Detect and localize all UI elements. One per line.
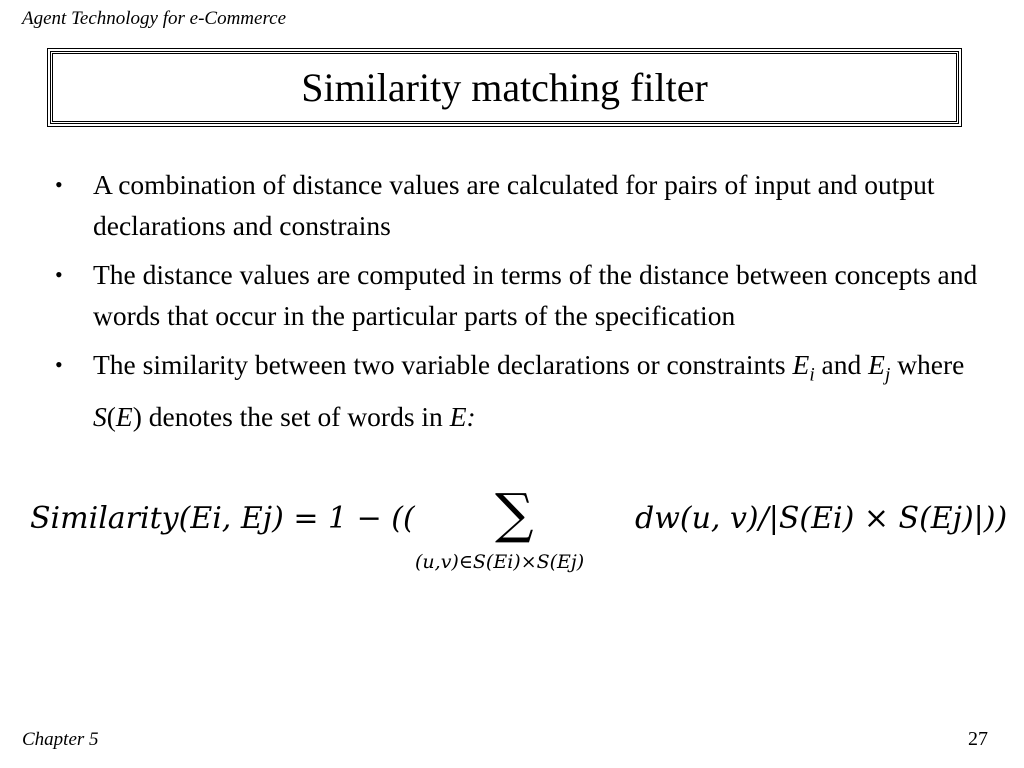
bullet-text: The similarity between two variable declarations or constraints $E_i$ and $E_j$ where S(E) denotes the set of words in E:	[93, 349, 965, 432]
formula-rhs: dw(u, v)/|S(Ei) × S(Ej)|))	[635, 501, 1008, 536]
bullet-list	[55, 164, 995, 445]
title-box	[50, 51, 959, 124]
formula-lhs: Similarity(Ei, Ej) = 1 − ((	[30, 501, 415, 536]
similarity-formula	[30, 488, 1010, 588]
bullet-item	[55, 164, 995, 246]
bullet-marker: •	[55, 172, 63, 197]
formula-sum-subscript: (u,v)∈S(Ei)×S(Ej)	[415, 551, 585, 573]
slide-title: Similarity matching filter	[301, 64, 708, 110]
footer-chapter: Chapter 5	[22, 729, 99, 750]
header-text: Agent Technology for e-Commerce	[22, 8, 287, 29]
bullet-text: The distance values are computed in terms of the distance between concepts and words that occur in the particular parts of the specification	[93, 259, 978, 331]
bullet-marker: •	[55, 352, 63, 377]
page-number: 27	[968, 728, 988, 750]
formula-sum-symbol: ∑	[495, 488, 534, 545]
bullet-item	[55, 344, 995, 437]
bullet-marker: •	[55, 262, 63, 287]
bullet-text: A combination of distance values are calculated for pairs of input and output declarations and constrains	[93, 169, 935, 241]
bullet-item	[55, 254, 995, 336]
